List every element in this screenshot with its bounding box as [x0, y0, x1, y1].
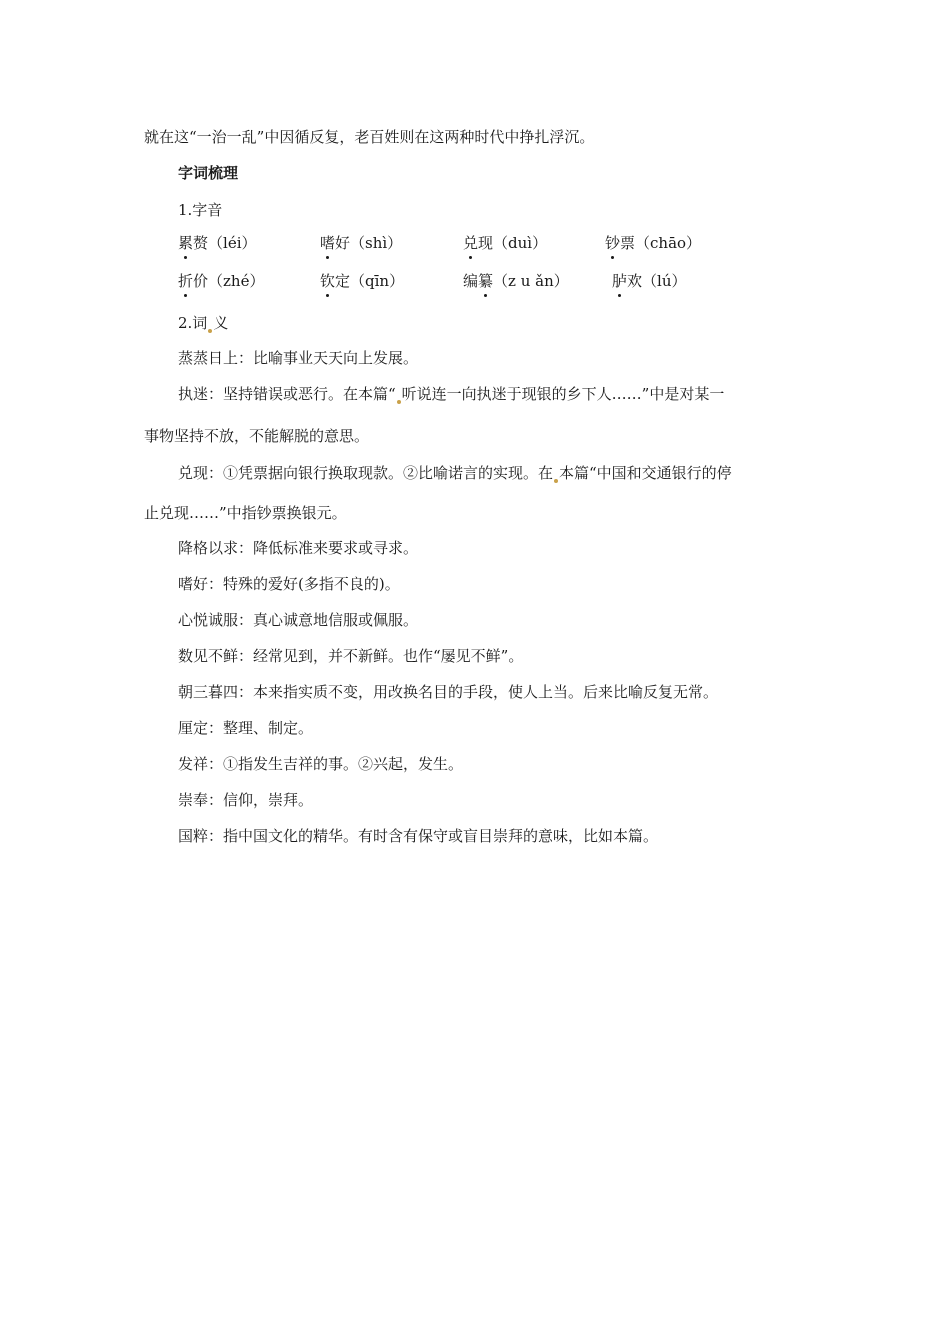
entry-line: 发祥：①指发生吉祥的事。②兴起，发生。 — [178, 755, 464, 773]
entry-line: 国粹：指中国文化的精华。有时含有保守或盲目崇拜的意味，比如本篇。 — [178, 827, 659, 845]
pron-item: 钞票（chāo） — [605, 234, 702, 252]
pron-item: 累赘（léi） — [178, 234, 257, 252]
entry-line: 数见不鲜：经常见到，并不新鲜。也作“屡见不鲜”。 — [178, 647, 524, 665]
section-heading: 字词梳理 — [178, 164, 239, 182]
pron-item: 兑现（duì） — [463, 234, 548, 252]
entry-line: 降格以求：降低标准来要求或寻求。 — [178, 539, 419, 557]
pronunciation-label: 1.字音 — [178, 201, 223, 219]
dotted-char: 钞 — [605, 234, 621, 252]
entry-line: 朝三暮四：本来指实质不变，用改换名目的手段，使人上当。后来比喻反复无常。 — [178, 683, 719, 701]
dotted-char: 钦 — [320, 272, 336, 290]
dot-mark-icon — [397, 400, 401, 404]
entry-line: 嗜好：特殊的爱好(多指不良的)。 — [178, 575, 400, 593]
pron-item: 编纂（z u ǎn） — [463, 272, 569, 290]
entry-line: 兑现：①凭票据向银行换取现款。②比喻诺言的实现。在 本篇“中国和交通银行的停 — [178, 464, 732, 482]
pron-item: 嗜好（shì） — [320, 234, 403, 252]
pron-item: 胪欢（lú） — [612, 272, 687, 290]
pron-item: 钦定（qīn） — [320, 272, 405, 290]
entry-continuation: 止兑现……”中指钞票换银元。 — [144, 504, 347, 522]
intro-line: 就在这“一治一乱”中因循反复，老百姓则在这两种时代中挣扎浮沉。 — [144, 128, 595, 146]
dotted-char: 嗜 — [320, 234, 336, 252]
entry-line: 蒸蒸日上：比喻事业天天向上发展。 — [178, 349, 419, 367]
pron-item: 折价（zhé） — [178, 272, 265, 290]
entry-line: 厘定：整理、制定。 — [178, 719, 314, 737]
entry-line: 心悦诚服：真心诚意地信服或佩服。 — [178, 611, 419, 629]
dotted-char: 胪 — [612, 272, 628, 290]
entry-line: 崇奉：信仰，崇拜。 — [178, 791, 314, 809]
dotted-char: 兑 — [463, 234, 479, 252]
dotted-char: 折 — [178, 272, 194, 290]
dot-mark-icon — [208, 329, 212, 333]
entry-line: 执迷：坚持错误或恶行。在本篇“ 听说连一向执迷于现银的乡下人……”中是对某一 — [178, 385, 725, 403]
dotted-char: 累 — [178, 234, 194, 252]
entry-continuation: 事物坚持不放，不能解脱的意思。 — [144, 427, 370, 445]
dot-mark-icon — [554, 479, 558, 483]
dotted-char: 纂 — [478, 272, 494, 290]
meaning-label: 2.词 义 — [178, 314, 229, 332]
